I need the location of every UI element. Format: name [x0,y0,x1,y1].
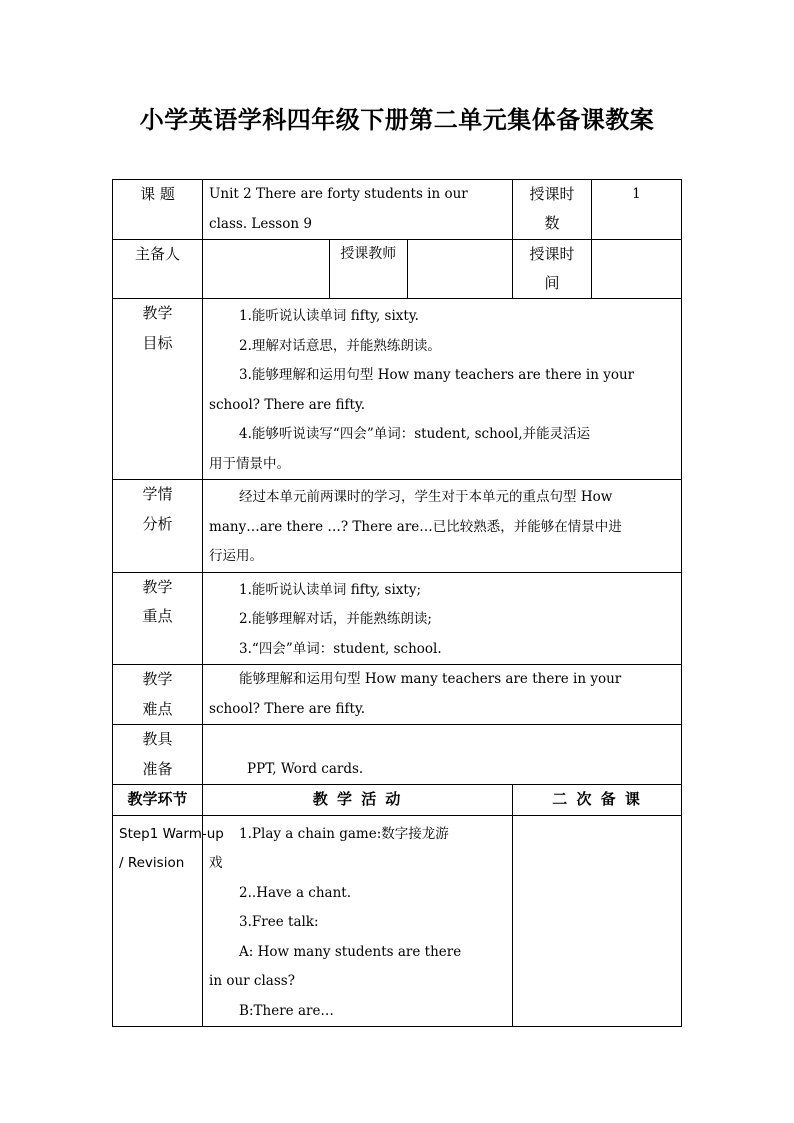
analysis-line: 经过本单元前两课时的学习，学生对于本单元的重点句型 How [239,489,613,505]
analysis-label-line-1: 学情 [142,485,173,503]
analysis-content [203,480,682,573]
analysis-label [113,480,203,573]
time-value [591,240,681,299]
materials-content [203,725,682,785]
teacher-label: 授课教师 [329,240,407,299]
goals-label-line-2: 目标 [142,333,173,352]
goal-line: 用于情景中。 [209,455,291,472]
key-points-row [113,572,682,665]
key-points-content [203,572,682,665]
topic-label: 课 题 [113,180,203,240]
key-point-line: 2.能够理解对话，并能熟练朗读; [239,611,432,627]
key-points-label [113,572,203,665]
teacher-value [407,240,512,299]
step1-row [113,815,682,1027]
hours-label-line-2: 数 [544,214,560,232]
key-points-label-line-2: 重点 [142,607,173,625]
analysis-label-line-2: 分析 [142,514,173,533]
activities-header-row [113,785,682,816]
goal-line: 2.理解对话意思，并能熟练朗读。 [239,337,441,354]
col-step-header: 教学环节 [113,785,203,816]
goals-row [113,299,682,480]
goals-label-line-1: 教学 [142,304,173,322]
hours-label [513,180,592,240]
key-point-line: 3.“四会”单词：student, school. [239,640,442,657]
materials-label-line-1: 教具 [142,730,173,748]
step1-label-line-1: Step1 Warm-up [119,825,224,842]
time-label [513,240,592,299]
difficulty-line: school? There are fifty. [209,700,366,717]
col-activity-header: 教 学 活 动 [203,785,513,816]
key-point-line: 1.能听说认读单词 fifty, sixty; [239,581,422,598]
topic-row [113,180,682,240]
difficulties-content [203,665,682,725]
materials-row [113,725,682,785]
analysis-line: 行运用。 [209,548,264,564]
hours-label-line-1: 授课时 [529,185,575,203]
materials-value: PPT, Word cards. [247,760,364,777]
activity-line: 1.Play a chain game:数字接龙游 [239,825,449,842]
difficulty-line: 能够理解和运用句型 How many teachers are there in your [239,671,622,687]
activity-line: A: How many students are there [239,943,462,960]
col-second-header: 二 次 备 课 [513,785,682,816]
analysis-line: many…are there …? There are…已比较熟悉，并能够在情景中进 [209,518,622,535]
difficulties-label-line-2: 难点 [142,699,173,718]
preparer-label: 主备人 [113,240,203,299]
topic-line-2: class. Lesson 9 [209,215,312,232]
step1-label [113,815,224,1027]
materials-label-line-2: 准备 [142,759,173,778]
difficulties-label-line-1: 教学 [142,670,173,688]
activity-line: 3.Free talk: [239,914,319,930]
activity-line: in our class? [209,973,295,989]
goals-content [203,299,682,480]
time-label-line-2: 间 [544,274,560,292]
materials-label [113,725,203,785]
topic-value [203,180,513,240]
preparer-value [203,240,330,299]
time-label-line-1: 授课时 [529,245,575,263]
preparer-row [113,240,682,299]
difficulties-label [113,665,203,725]
analysis-row [113,480,682,573]
activity-line: 2..Have a chant. [239,884,352,901]
goal-line: 1.能听说认读单词 fifty, sixty. [239,308,419,324]
goal-line: 3.能够理解和运用句型 How many teachers are there in your [239,367,635,383]
step1-second-prep [513,815,682,1027]
goals-label [113,299,203,480]
goal-line: 4.能够听说读写“四会”单词：student, school,并能灵活运 [239,426,591,442]
document-title: 小学英语学科四年级下册第二单元集体备课教案 [139,106,655,134]
difficulties-row [113,665,682,725]
key-points-label-line-1: 教学 [142,577,173,596]
activity-line: 戏 [209,855,223,871]
step1-activities [203,815,513,1027]
lesson-plan-table [112,179,682,1027]
hours-value: 1 [591,180,681,240]
goal-line: school? There are fifty. [209,396,366,413]
step1-label-line-2: / Revision [119,855,185,871]
activity-line: B:There are… [239,1002,334,1019]
topic-line-1: Unit 2 There are forty students in our [209,186,468,202]
